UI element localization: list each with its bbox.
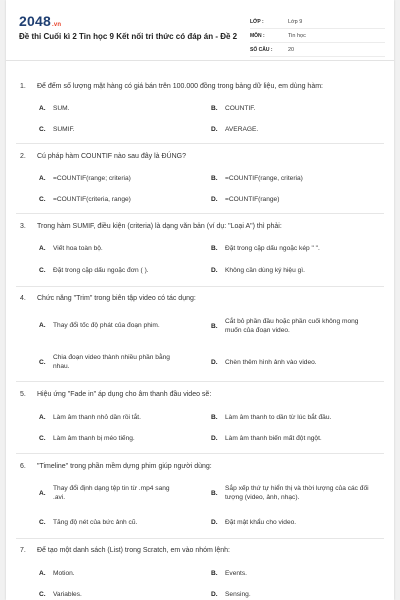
option-letter: C. — [39, 267, 46, 274]
option-letter: B. — [211, 490, 218, 497]
option-text: Không cần dùng ký hiệu gì. — [225, 267, 305, 274]
option-text: Làm âm thanh biến mất đột ngột. — [225, 435, 322, 442]
option-text: Viết hoa toàn bộ. — [53, 245, 103, 252]
option-text: SUM. — [53, 105, 70, 112]
question-text: Trong hàm SUMIF, điều kiện (criteria) là dạng văn bản (ví dụ: "Loại A") thì phải: — [37, 223, 282, 230]
option-text: Làm âm thanh bị méo tiếng. — [53, 435, 135, 442]
question-text: Hiệu ứng "Fade in" áp dụng cho âm thanh đầu video sẽ: — [37, 391, 212, 398]
option-letter: A. — [39, 490, 46, 497]
exam-meta-table — [250, 15, 385, 57]
option-letter: B. — [211, 570, 218, 577]
option-text: Tăng độ nét của bức ảnh cũ. — [53, 519, 138, 526]
option-text: =COUNTIF(range) — [225, 196, 280, 203]
question-6-stem — [20, 462, 380, 471]
question-divider — [16, 213, 384, 214]
exam-title: Đề thi Cuối kì 2 Tin học 9 Kết nối tri thức có đáp án - Đề 2 — [19, 32, 238, 41]
question-text: Để tạo một danh sách (List) trong Scratch, em vào nhóm lệnh: — [37, 547, 230, 554]
option-text: Đặt mật khẩu cho video. — [225, 519, 297, 526]
option-text: Sắp xếp thứ tự hiển thị và thời lượng của các đối tượng (video, ảnh, nhạc). — [225, 485, 369, 501]
question-text: Cú pháp hàm COUNTIF nào sau đây là ĐÚNG? — [37, 153, 187, 160]
logo-tld: .vn — [51, 22, 62, 28]
option-letter: A. — [39, 570, 46, 577]
site-logo[interactable] — [19, 13, 61, 29]
question-divider — [16, 143, 384, 144]
option-text: Thay đổi định dạng tệp tin từ .mp4 sang .avi. — [53, 485, 170, 501]
option-letter: A. — [39, 245, 46, 252]
question-4-option-b[interactable] — [211, 317, 381, 337]
option-text: Đặt trong cặp dấu ngoặc kép " ". — [225, 245, 320, 252]
option-letter: C. — [39, 126, 46, 133]
question-number: 6. — [20, 463, 26, 470]
option-text: Events. — [225, 570, 247, 577]
option-letter: C. — [39, 591, 46, 598]
question-divider — [16, 381, 384, 382]
option-text: Đặt trong cặp dấu ngoặc đơn ( ). — [53, 267, 149, 274]
question-4-stem — [20, 294, 380, 303]
option-text: Chèn thêm hình ảnh vào video. — [225, 359, 317, 366]
option-letter: D. — [211, 519, 218, 526]
option-text: Làm âm thanh nhỏ dần rồi tắt. — [53, 414, 141, 421]
question-number: 3. — [20, 223, 26, 230]
option-letter: B. — [211, 323, 218, 330]
logo-text: 2048 — [19, 13, 51, 29]
option-letter: C. — [39, 196, 46, 203]
question-number: 7. — [20, 547, 26, 554]
option-letter: D. — [211, 126, 218, 133]
question-divider — [16, 453, 384, 454]
question-7-stem — [20, 546, 380, 555]
meta-value: 20 — [288, 46, 295, 53]
option-text: =COUNTIF(range; criteria) — [53, 175, 131, 182]
question-divider — [16, 286, 384, 287]
option-text: Làm âm thanh to dần từ lúc bắt đầu. — [225, 414, 332, 421]
option-text: COUNTIF. — [225, 105, 256, 112]
option-text: Sensing. — [225, 591, 251, 598]
question-text: Chức năng "Trim" trong biên tập video có tác dụng: — [37, 295, 196, 302]
question-6-option-b[interactable] — [211, 484, 381, 504]
question-text: Để đếm số lượng mặt hàng có giá bán trên 100.000 đồng trong bảng dữ liệu, em dùng hàm: — [37, 83, 323, 90]
option-text: Cắt bỏ phần đầu hoặc phần cuối không mong muốn của đoạn video. — [225, 318, 359, 334]
option-letter: B. — [211, 245, 218, 252]
option-letter: A. — [39, 322, 46, 329]
option-text: Chia đoạn video thành nhiều phần bằng nhau. — [53, 354, 170, 370]
question-1-stem — [20, 82, 380, 91]
option-text: =COUNTIF(range, criteria) — [225, 175, 303, 182]
question-2-stem — [20, 152, 380, 161]
question-6-option-a[interactable] — [39, 484, 199, 504]
question-number: 4. — [20, 295, 26, 302]
meta-value: Tin học — [288, 32, 306, 39]
option-letter: C. — [39, 519, 46, 526]
option-letter: A. — [39, 175, 46, 182]
option-letter: B. — [211, 414, 218, 421]
question-5-stem — [20, 390, 380, 399]
question-text: "Timeline" trong phần mềm dựng phim giúp người dùng: — [37, 463, 212, 470]
question-3-stem — [20, 222, 380, 231]
option-letter: A. — [39, 414, 46, 421]
option-letter: D. — [211, 435, 218, 442]
option-letter: D. — [211, 591, 218, 598]
question-divider — [16, 538, 384, 539]
option-text: Variables. — [53, 591, 82, 598]
option-letter: B. — [211, 175, 218, 182]
option-letter: D. — [211, 196, 218, 203]
exam-page — [6, 0, 394, 600]
question-number: 1. — [20, 83, 26, 90]
option-text: =COUNTIF(criteria, range) — [53, 196, 131, 203]
meta-row-subject — [250, 29, 385, 43]
meta-label: SỐ CÂU : — [250, 46, 273, 53]
option-letter: C. — [39, 435, 46, 442]
option-text: Motion. — [53, 570, 75, 577]
question-number: 2. — [20, 153, 26, 160]
question-4-option-c[interactable] — [39, 353, 194, 373]
meta-row-count — [250, 43, 385, 57]
option-letter: B. — [211, 105, 218, 112]
option-letter: D. — [211, 359, 218, 366]
meta-label: MÔN : — [250, 32, 265, 39]
page-header — [6, 0, 394, 61]
meta-value: Lớp 9 — [288, 18, 303, 25]
option-letter: D. — [211, 267, 218, 274]
option-letter: C. — [39, 359, 46, 366]
option-text: AVERAGE. — [225, 126, 259, 133]
question-number: 5. — [20, 391, 26, 398]
meta-label: LỚP : — [250, 18, 264, 25]
option-text: SUMIF. — [53, 126, 75, 133]
option-text: Thay đổi tốc độ phát của đoạn phim. — [53, 322, 160, 329]
option-letter: A. — [39, 105, 46, 112]
meta-row-class — [250, 15, 385, 29]
